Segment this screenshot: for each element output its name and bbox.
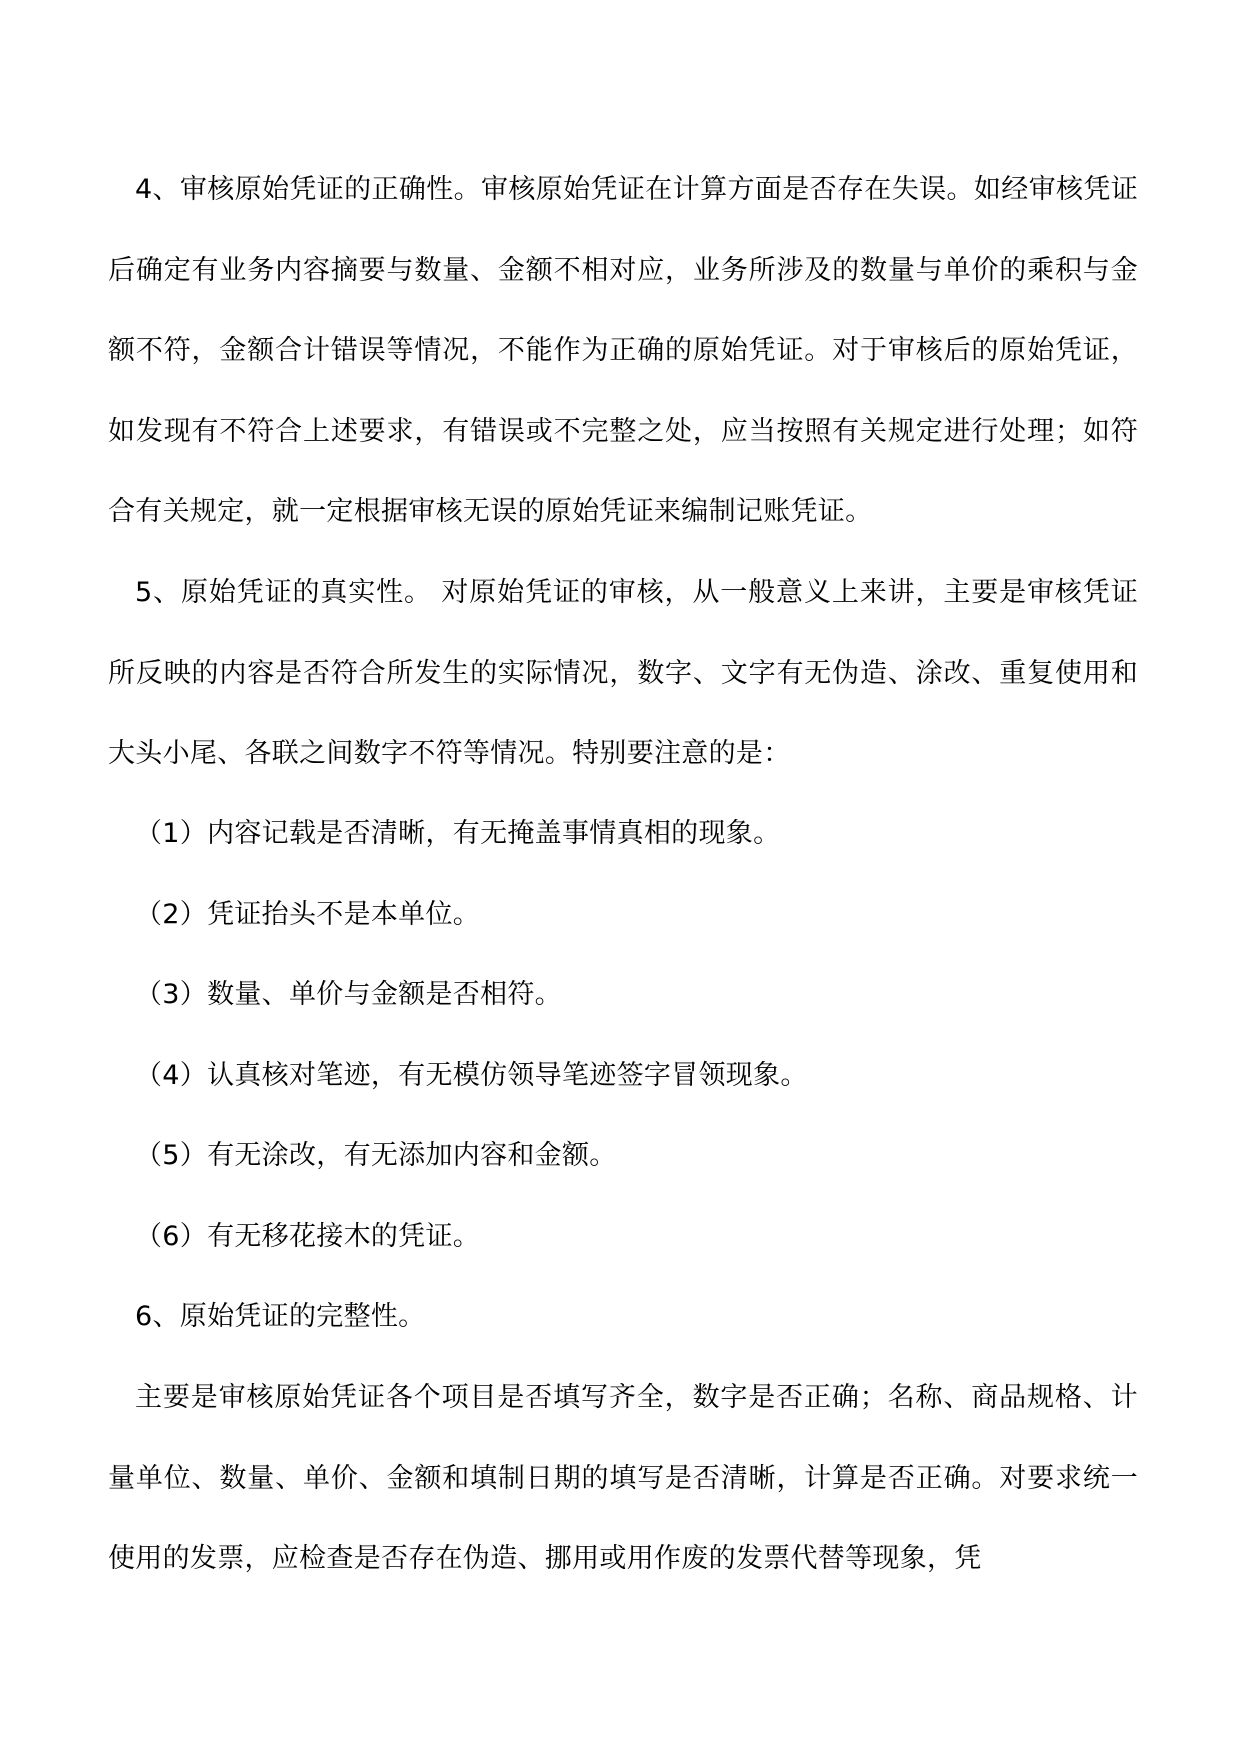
paragraph-4-accuracy: 4、审核原始凭证的正确性。审核原始凭证在计算方面是否存在失误。如经审核凭证后确定有业务内容摘要与数量、金额不相对应，业务所涉及的数量与单价的乘积与金额不符，金额合计错误等情况，不能作为正确的原始凭证。对于审核后的原始凭证，如发现有不符合上述要求，有错误或不完整之处，应当按照有关规定进行处理；如符合有关规定，就一定根据审核无误的原始凭证来编制记账凭证。 (108, 174, 1138, 527)
list-item: （2）凭证抬头不是本单位。 (135, 899, 481, 930)
list-item: （6）有无移花接木的凭证。 (135, 1221, 481, 1252)
paragraph-5-authenticity: 5、原始凭证的真实性。 对原始凭证的审核，从一般意义上来讲，主要是审核凭证所反映的内容是否符合所发生的实际情况，数字、文字有无伪造、涂改、重复使用和大头小尾、各联之间数字不符等情况。特别要注意的是： (108, 577, 1138, 769)
list-item: （4）认真核对笔迹，有无模仿领导笔迹签字冒领现象。 (135, 1060, 808, 1091)
list-item: （3）数量、单价与金额是否相符。 (135, 979, 562, 1010)
paragraph-6-body: 主要是审核原始凭证各个项目是否填写齐全，数字是否正确；名称、商品规格、计量单位、数量、单价、金额和填制日期的填写是否清晰，计算是否正确。对要求统一使用的发票，应检查是否存在伪造、挪用或用作废的发票代替等现象，凭 (108, 1382, 1138, 1574)
list-item: （5）有无涂改，有无添加内容和金额。 (135, 1140, 617, 1171)
paragraph-6-heading: 6、原始凭证的完整性。 (135, 1301, 426, 1332)
list-item: （1）内容记载是否清晰，有无掩盖事情真相的现象。 (135, 818, 781, 849)
